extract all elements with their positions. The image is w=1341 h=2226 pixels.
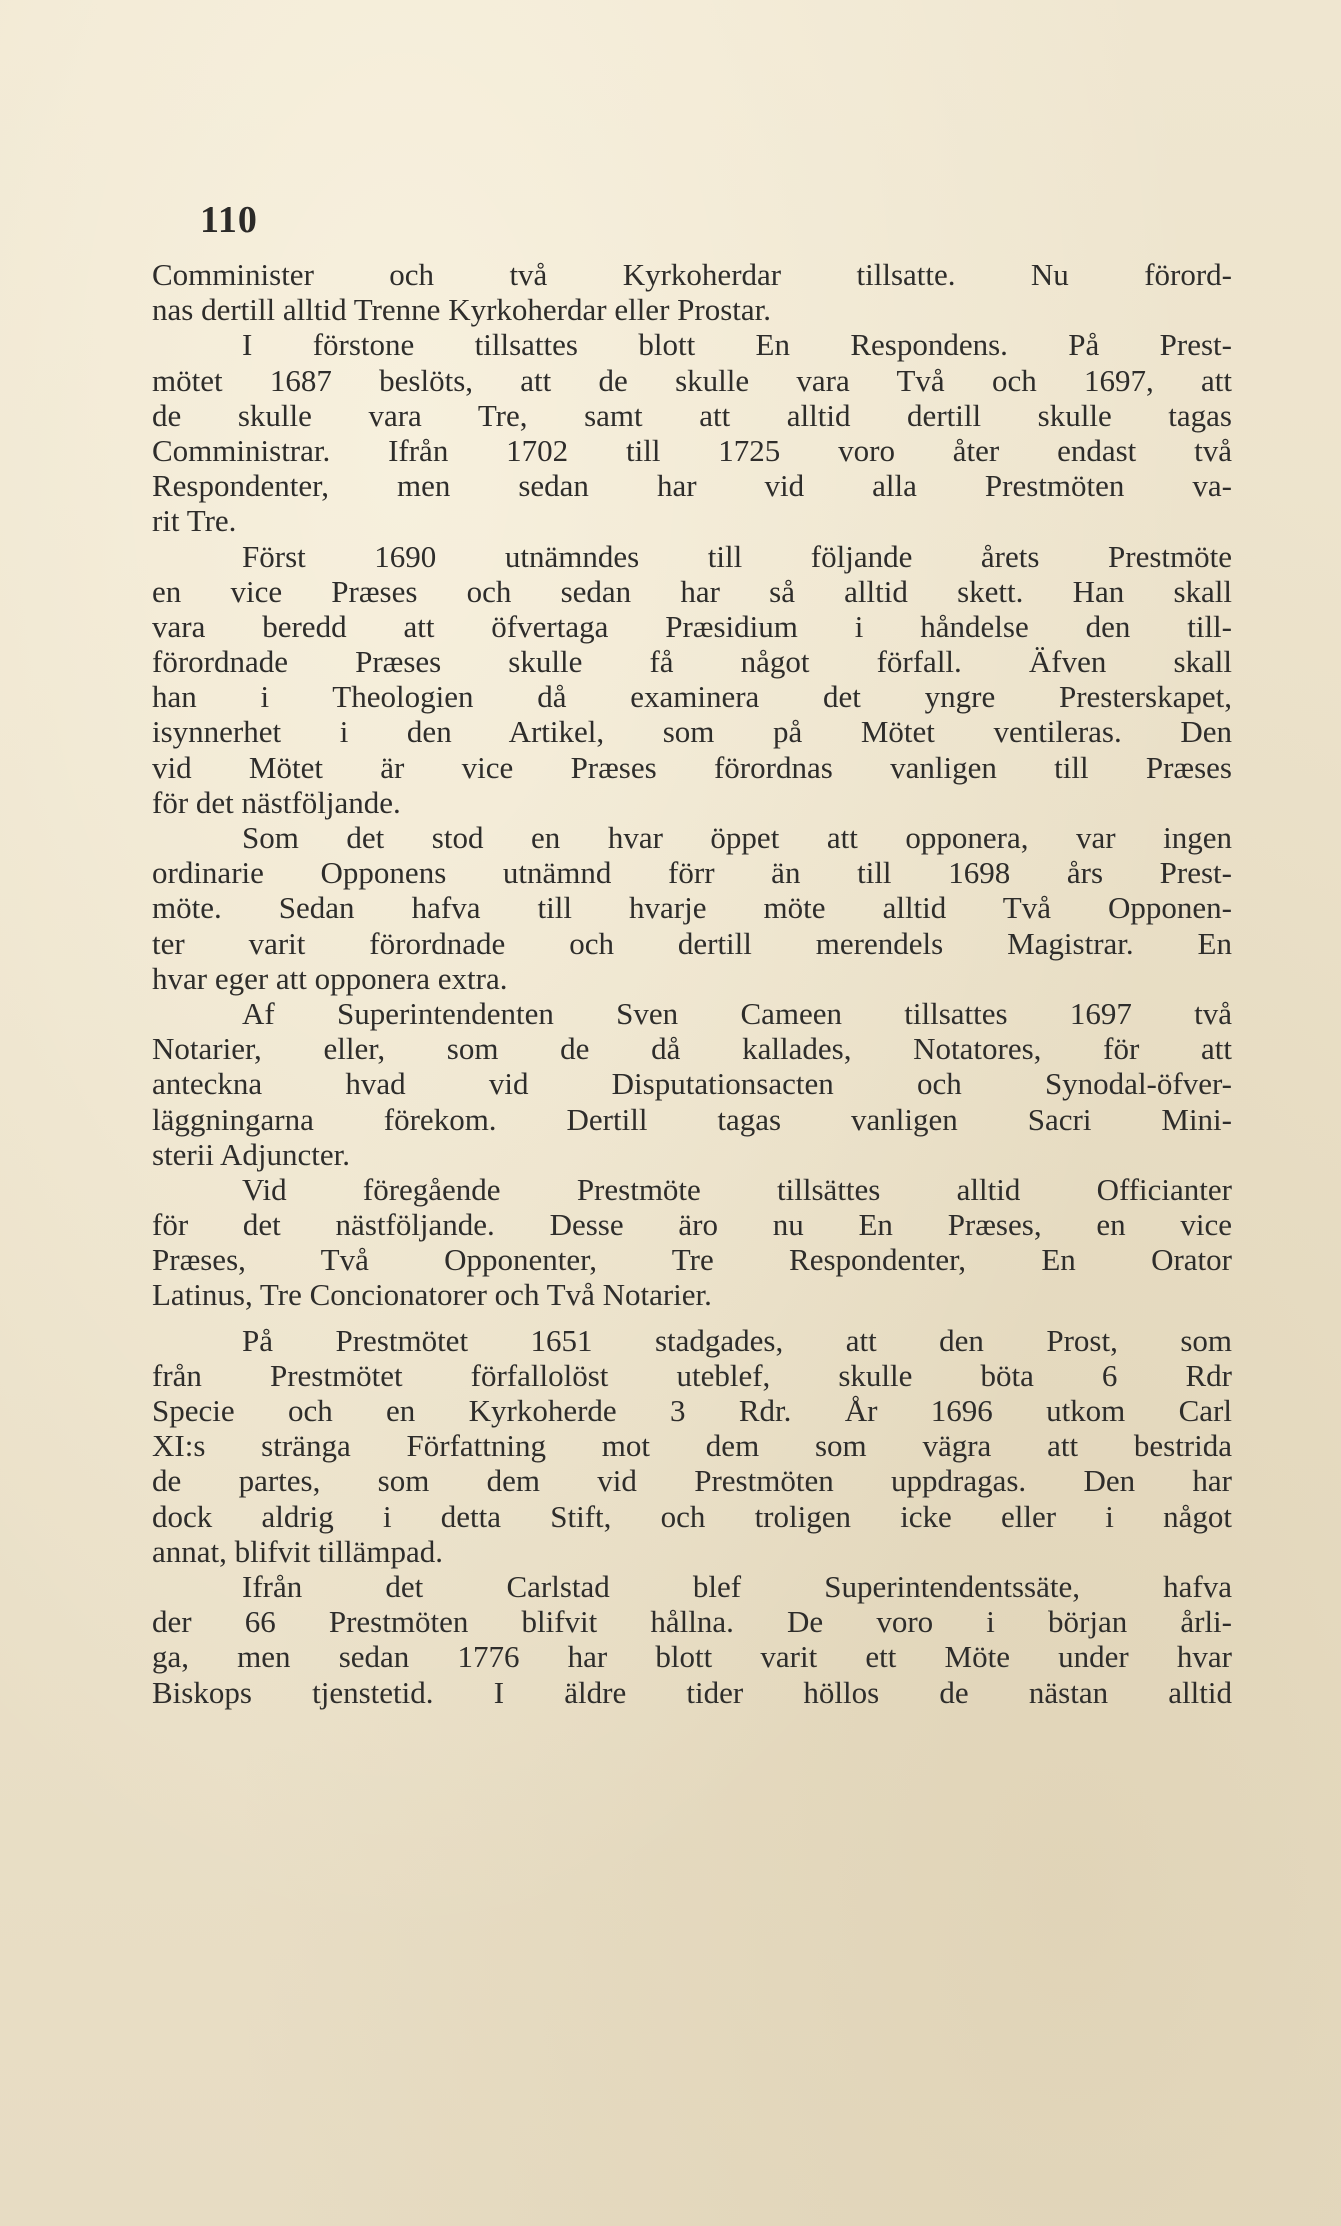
text-line: sterii Adjuncter. — [152, 1136, 351, 1172]
text-line: från Prestmötet förfallolöst uteblef, skulle böta 6 Rdr — [152, 1357, 1232, 1393]
text-line: Biskops tjenstetid. I äldre tider höllos de nästan alltid — [152, 1674, 1232, 1710]
text-line: Comministrar. Ifrån 1702 till 1725 voro åter endast två — [152, 432, 1232, 468]
text-line: han i Theologien då examinera det yngre Presterskapet, — [152, 679, 1232, 715]
text-line: På Prestmötet 1651 stadgades, att den Prost, som — [242, 1322, 1232, 1358]
page-text — [152, 257, 1232, 1710]
text-line: Som det stod en hvar öppet att opponera, var ingen — [242, 820, 1232, 855]
text-line: läggningarna förekom. Dertill tagas vanligen Sacri Mini- — [152, 1101, 1232, 1137]
text-line: Notarier, eller, som de då kallades, Notatores, för att — [152, 1031, 1232, 1067]
text-line: möte. Sedan hafva till hvarje möte alltid Två Opponen- — [152, 890, 1232, 926]
text-line: förordnade Præses skulle få något förfall. Äfven skall — [152, 644, 1232, 680]
text-line: XI:s stränga Författning mot dem som vägra att bestrida — [152, 1428, 1232, 1464]
text-line: Comminister och två Kyrkoherdar tillsatte. Nu förord- — [152, 257, 1232, 292]
text-line: Respondenter, men sedan har vid alla Prestmöten va- — [152, 468, 1232, 504]
text-line: ga, men sedan 1776 har blott varit ett Möte under hvar — [152, 1639, 1232, 1675]
text-line: rit Tre. — [152, 503, 237, 539]
text-line: hvar eger att opponera extra. — [152, 960, 508, 996]
text-line: de skulle vara Tre, samt att alltid dertill skulle tagas — [152, 397, 1232, 433]
page-number: 110 — [200, 199, 258, 241]
text-line: de partes, som dem vid Prestmöten uppdragas. Den har — [152, 1463, 1232, 1499]
text-line: Latinus, Tre Concionatorer och Två Notarier. — [152, 1277, 712, 1313]
text-line: I förstone tillsattes blott En Respondens. På Prest- — [242, 327, 1232, 363]
text-line: vid Mötet är vice Præses förordnas vanligen till Præses — [152, 749, 1232, 785]
text-line: anteckna hvad vid Disputationsacten och Synodal-öfver- — [152, 1066, 1232, 1102]
text-line: annat, blifvit tillämpad. — [152, 1533, 443, 1569]
text-line: dock aldrig i detta Stift, och troligen icke eller i något — [152, 1498, 1232, 1534]
text-line: Först 1690 utnämndes till följande årets Prestmöte — [242, 538, 1232, 574]
text-line: Ifrån det Carlstad blef Superintendentssäte, hafva — [242, 1568, 1232, 1604]
text-line: Af Superintendenten Sven Cameen tillsattes 1697 två — [242, 995, 1232, 1031]
text-line: vara beredd att öfvertaga Præsidium i håndelse den till- — [152, 608, 1232, 644]
text-line: en vice Præses och sedan har så alltid skett. Han skall — [152, 573, 1232, 609]
text-line: för det nästföljande. — [152, 784, 401, 820]
text-line: mötet 1687 beslöts, att de skulle vara Två och 1697, att — [152, 362, 1232, 398]
text-line: isynnerhet i den Artikel, som på Mötet ventileras. Den — [152, 714, 1232, 750]
text-line: der 66 Prestmöten blifvit hållna. De voro i början årli- — [152, 1604, 1232, 1640]
text-line: för det nästföljande. Desse äro nu En Præses, en vice — [152, 1207, 1232, 1243]
text-line: Præses, Två Opponenter, Tre Respondenter, En Orator — [152, 1242, 1232, 1278]
text-line: ter varit förordnade och dertill merendels Magistrar. En — [152, 925, 1232, 961]
text-line: ordinarie Opponens utnämnd förr än till 1698 års Prest- — [152, 855, 1232, 891]
paragraph-gap — [152, 1313, 1232, 1323]
text-line: nas dertill alltid Trenne Kyrkoherdar eller Prostar. — [152, 292, 772, 328]
text-line: Specie och en Kyrkoherde 3 Rdr. År 1696 utkom Carl — [152, 1393, 1232, 1428]
text-line: Vid föregående Prestmöte tillsättes alltid Officianter — [242, 1171, 1232, 1207]
